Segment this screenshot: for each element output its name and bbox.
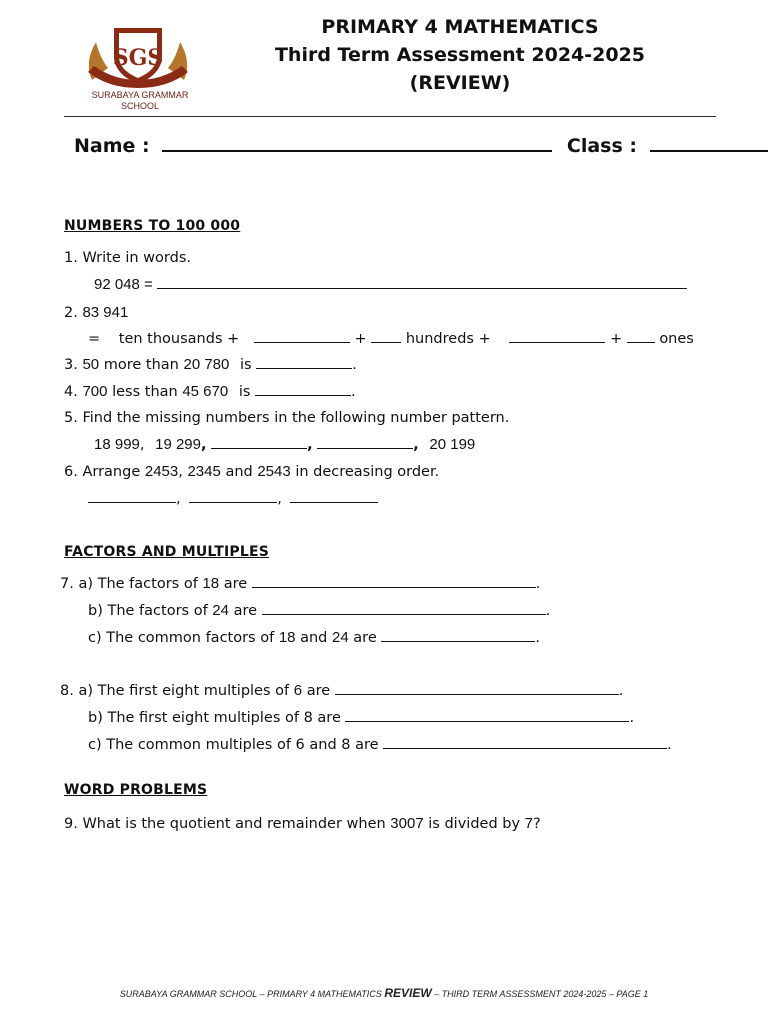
page-subtitle: Third Term Assessment 2024-2025 [274, 44, 646, 66]
answer-blank[interactable] [211, 436, 307, 449]
school-name-line2: SCHOOL [120, 101, 159, 111]
question-2 [64, 304, 128, 321]
question-value: 18 [278, 629, 296, 646]
answer-blank[interactable] [317, 436, 413, 449]
period: . [535, 630, 540, 646]
question-number: 4. [64, 384, 78, 400]
page-review-label: (REVIEW) [409, 72, 511, 94]
comma: , [201, 437, 207, 453]
question-value: 24 [212, 602, 229, 619]
question-1 [64, 250, 191, 266]
school-name-line1: SURABAYA GRAMMAR [91, 90, 189, 100]
question-8b [88, 709, 634, 726]
question-text: more than [103, 357, 179, 373]
question-text: Arrange [82, 464, 141, 480]
question-value: 6 [293, 682, 303, 699]
header-divider [64, 116, 716, 117]
comma: , [307, 437, 313, 453]
question-value: 83 941 [82, 304, 129, 321]
answer-blank[interactable] [383, 736, 667, 749]
question-5-pattern-row [94, 436, 475, 453]
question-value: 2453 [144, 463, 179, 480]
question-value: 20 780 [183, 356, 230, 373]
question-value: 18 [202, 575, 220, 592]
question-7b [88, 602, 550, 619]
comma: , [139, 437, 145, 453]
school-name [80, 90, 200, 112]
footer-review-label: REVIEW [384, 986, 432, 1000]
plus-sign: + [354, 331, 367, 347]
answer-blank[interactable] [252, 575, 536, 588]
question-value: 2345 [187, 463, 221, 480]
question-number: 3. [64, 357, 78, 373]
question-number: 5. [64, 410, 78, 426]
answer-blank[interactable] [371, 330, 401, 343]
question-text: is [239, 357, 252, 373]
period: . [352, 357, 357, 373]
name-label: Name : [74, 135, 150, 157]
question-number: 7. [60, 576, 74, 592]
question-text: and [300, 630, 328, 646]
answer-blank[interactable] [254, 330, 350, 343]
question-number: 8. [60, 683, 74, 699]
question-value: 700 [82, 383, 108, 400]
question-number: 1. [64, 250, 78, 266]
question-value: 45 670 [182, 383, 229, 400]
question-8c [88, 736, 672, 753]
period: . [618, 683, 624, 699]
question-text: b) The factors of [88, 603, 208, 619]
question-number: 2. [64, 305, 78, 321]
question-text: are [353, 630, 377, 646]
page-title: PRIMARY 4 MATHEMATICS [321, 16, 599, 38]
answer-blank[interactable] [335, 682, 619, 695]
answer-blank[interactable] [157, 276, 687, 289]
page-footer [0, 986, 768, 1000]
question-7c [88, 629, 540, 646]
question-text: Write in words. [82, 250, 191, 266]
period: . [667, 737, 672, 753]
question-text: are [233, 603, 258, 619]
question-5 [64, 410, 509, 426]
answer-blank[interactable] [381, 629, 535, 642]
pattern-number: 19 299 [155, 436, 201, 453]
pattern-number: 18 999 [94, 436, 140, 453]
question-text: and [225, 464, 253, 480]
footer-text: SURABAYA GRAMMAR SCHOOL – PRIMARY 4 MATHEMATICS [119, 989, 382, 999]
question-text: a) The first eight multiples of [78, 683, 290, 699]
answer-blank[interactable] [262, 602, 546, 615]
question-text: c) The common factors of [88, 630, 275, 646]
name-class-row [74, 132, 768, 157]
class-label: Class : [566, 135, 637, 157]
question-mark: ? [533, 816, 541, 832]
section-numbers-heading: NUMBERS TO 100 000 [64, 218, 241, 234]
question-number: 9. [64, 816, 78, 832]
question-text: is [238, 384, 251, 400]
question-3 [64, 356, 357, 373]
period: . [351, 384, 356, 400]
question-value: 2543 [257, 463, 291, 480]
question-number: 6. [64, 464, 78, 480]
period: . [535, 576, 541, 592]
comma: , [178, 464, 183, 480]
plus-sign: + [609, 331, 623, 347]
period: . [545, 603, 551, 619]
question-text: less than [112, 384, 178, 400]
question-value: 7 [524, 815, 533, 832]
comma: , [277, 491, 282, 507]
question-7a [60, 575, 540, 592]
answer-blank[interactable] [345, 709, 629, 722]
answer-blank[interactable] [189, 490, 277, 503]
question-text: is divided by [428, 816, 521, 832]
name-field[interactable] [162, 132, 552, 152]
equals-sign: = [88, 331, 101, 347]
question-value: 50 [82, 356, 100, 373]
question-text: a) The factors of [78, 576, 198, 592]
question-text: b) The first eight multiples of 8 are [88, 710, 341, 726]
place-value-label: ten thousands + [118, 331, 240, 347]
question-text: Find the missing numbers in the following number pattern. [82, 410, 510, 426]
question-6 [64, 463, 439, 480]
place-value-label: hundreds + [405, 331, 491, 347]
pattern-number: 20 199 [429, 436, 476, 453]
question-value: 92 048 = [94, 276, 153, 293]
question-text: are [306, 683, 331, 699]
answer-blank[interactable] [627, 330, 655, 343]
school-crest-icon [78, 22, 198, 92]
question-value: 24 [332, 629, 349, 646]
footer-text: – THIRD TERM ASSESSMENT 2024-2025 – PAGE 1 [434, 989, 649, 999]
comma: , [176, 491, 181, 507]
place-value-label: ones [659, 331, 694, 347]
logo-letters: SGS [112, 45, 164, 71]
question-value: 3007 [390, 815, 424, 832]
answer-blank[interactable] [256, 356, 352, 369]
answer-blank[interactable] [290, 490, 378, 503]
answer-blank[interactable] [88, 490, 176, 503]
question-6-answer-row [88, 490, 378, 507]
question-text: in decreasing order. [295, 464, 440, 480]
answer-blank[interactable] [509, 330, 605, 343]
question-8a [60, 682, 623, 699]
question-text: c) The common multiples of 6 and 8 are [88, 737, 379, 753]
answer-blank[interactable] [255, 383, 351, 396]
question-4 [64, 383, 356, 400]
question-text: What is the quotient and remainder when [82, 816, 386, 832]
question-text: are [223, 576, 248, 592]
comma: , [413, 437, 419, 453]
class-field[interactable] [650, 132, 768, 152]
period: . [629, 710, 635, 726]
question-2-answer-row [88, 330, 694, 347]
question-9 [64, 815, 541, 832]
section-word-problems-heading: WORD PROBLEMS [64, 782, 208, 798]
section-factors-heading: FACTORS AND MULTIPLES [64, 544, 269, 560]
question-1-answer-row [94, 276, 687, 293]
